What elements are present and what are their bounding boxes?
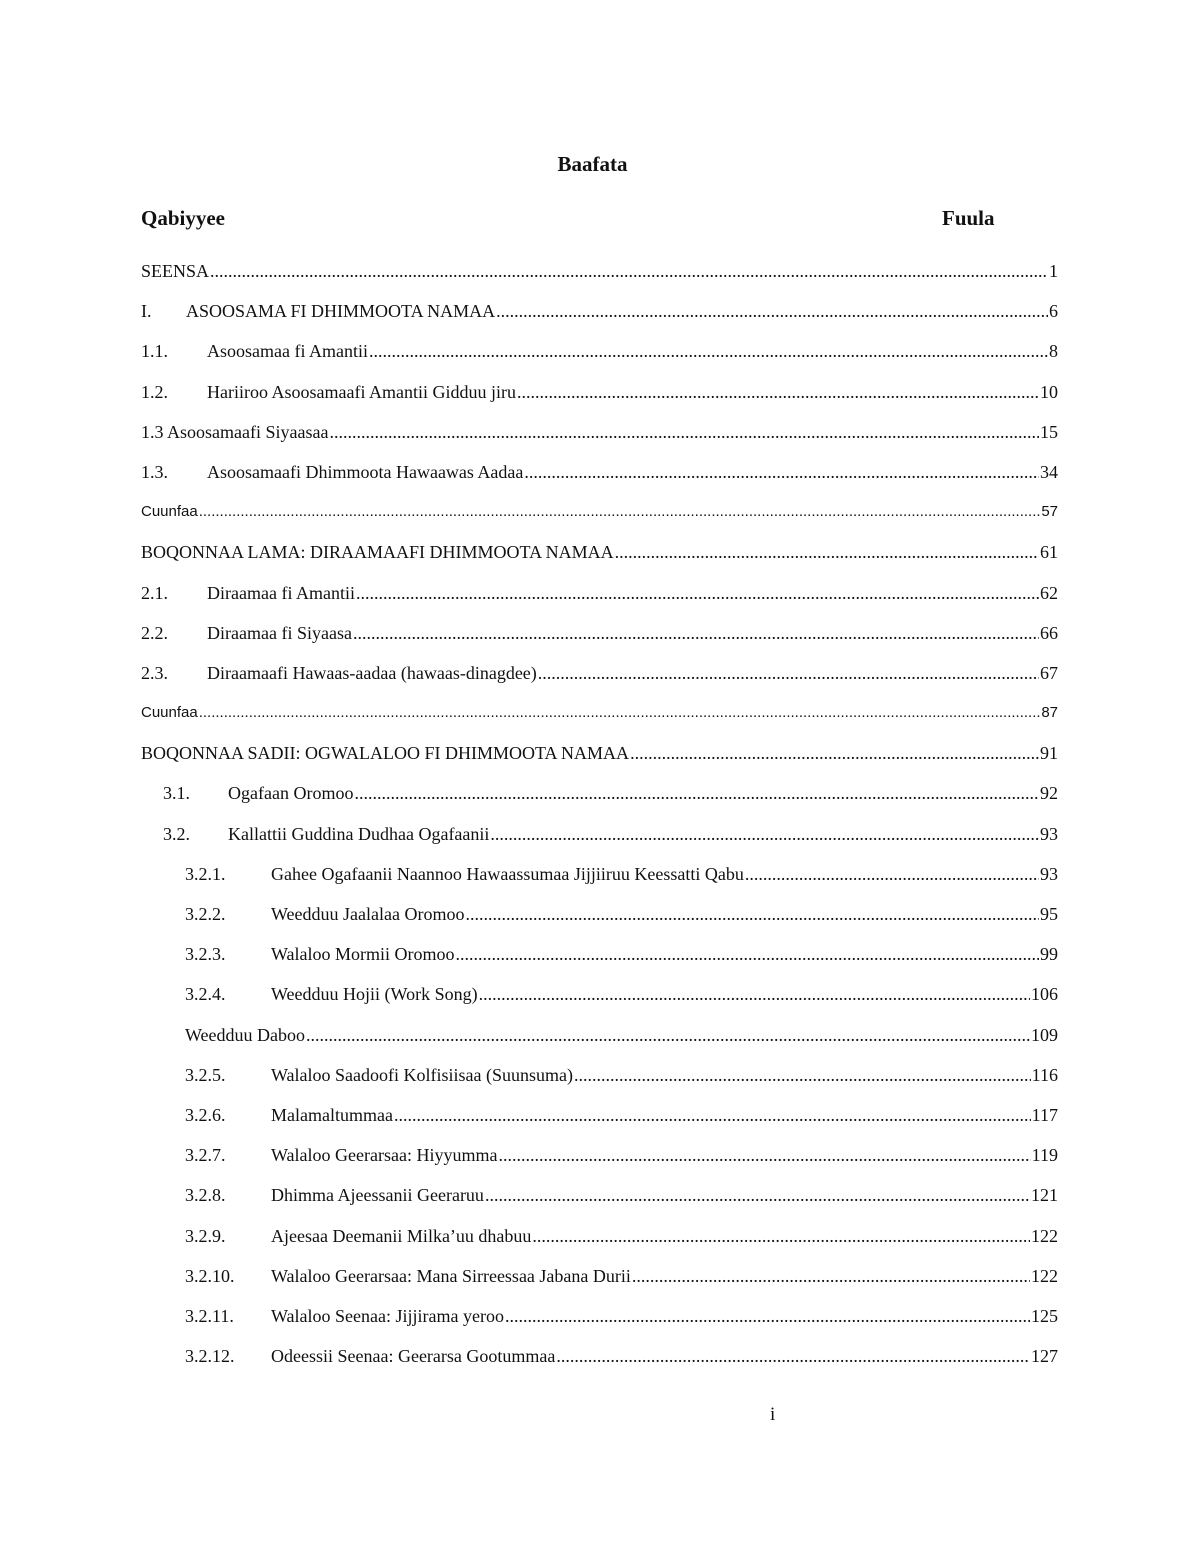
toc-entry[interactable] [141, 580, 1058, 620]
toc-entry-title: ASOOSAMA FI DHIMMOOTA NAMAA [186, 301, 496, 322]
toc-entry-number: 1.2. [141, 381, 168, 402]
toc-entry-title: Dhimma Ajeessanii Geeraruu [271, 1185, 484, 1206]
toc-entry-number: I. [141, 301, 152, 322]
toc-entry-number: 3.2.5. [185, 1064, 226, 1085]
toc-entry-page: 116 [1031, 1064, 1058, 1085]
dot-leader [353, 620, 1039, 646]
toc-entry-title: Walaloo Geerarsaa: Hiyyumma [271, 1145, 498, 1166]
dot-leader [556, 1343, 1030, 1369]
toc-entry-title: Odeessii Seenaa: Geerarsa Gootummaa [271, 1346, 556, 1367]
toc-entry-number: 3.2.11. [185, 1305, 234, 1326]
toc-entry-page: 93 [1040, 823, 1058, 844]
toc-entry[interactable] [141, 258, 1058, 298]
toc-entry-page: 119 [1031, 1145, 1058, 1166]
dot-leader [199, 499, 1041, 525]
toc-entry-title: Cuunfaa [141, 503, 198, 521]
toc-entry[interactable] [141, 459, 1058, 499]
dot-leader [329, 419, 1039, 445]
contents-column-header: Qabiyyee [141, 206, 225, 230]
dot-leader [615, 539, 1039, 565]
toc-entry-title: Diraamaa fi Siyaasa [207, 622, 352, 643]
toc-entry-title: BOQONNAA SADII: OGWALALOO FI DHIMMOOTA NAMAA [141, 743, 630, 764]
toc-entry-title: BOQONNAA LAMA: DIRAAMAAFI DHIMMOOTA NAMAA [141, 542, 614, 563]
toc-entry-page: 117 [1031, 1104, 1058, 1125]
toc-entry[interactable] [141, 700, 1058, 740]
toc-entry-page: 93 [1040, 863, 1058, 884]
toc-entry-page: 122 [1031, 1225, 1058, 1246]
dot-leader [496, 298, 1048, 324]
toc-entry-number: 3.2.8. [185, 1185, 226, 1206]
toc-entry-title: Weedduu Jaalalaa Oromoo [271, 904, 465, 924]
toc-entry-page: 10 [1040, 381, 1058, 402]
toc-entry-number: 2.2. [141, 622, 168, 643]
toc-entry[interactable] [141, 1223, 1058, 1263]
dot-leader [356, 580, 1039, 606]
toc-entry[interactable] [141, 379, 1058, 419]
toc-entry-number: 3.2.1. [185, 863, 226, 884]
toc-entry-page: 61 [1040, 542, 1058, 563]
toc-entry-page: 99 [1040, 944, 1058, 965]
table-of-contents [141, 258, 1058, 1383]
dot-leader [498, 1142, 1030, 1168]
toc-entry-number: 3.2.7. [185, 1145, 226, 1166]
toc-entry-page: 127 [1031, 1346, 1058, 1367]
toc-entry-number: 3.2. [163, 823, 190, 844]
toc-entry-page: 95 [1040, 904, 1058, 924]
toc-entry-title: Weedduu Daboo [185, 1024, 306, 1045]
dot-leader [524, 459, 1039, 485]
toc-entry-title: Diraamaafi Hawaas-aadaa (hawaas-dinagdee) [207, 662, 537, 683]
dot-leader [632, 1263, 1030, 1289]
toc-entry[interactable] [141, 298, 1058, 338]
toc-entry[interactable] [141, 1022, 1058, 1062]
dot-leader [210, 258, 1048, 284]
toc-entry-page: 87 [1041, 704, 1058, 722]
dot-leader [394, 1102, 1031, 1128]
toc-entry-number: 3.2.10. [185, 1265, 235, 1286]
toc-entry-number: 2.3. [141, 662, 168, 683]
toc-entry-title: Ajeesaa Deemanii Milka’uu dhabuu [271, 1225, 532, 1246]
dot-leader [490, 821, 1039, 847]
toc-entry-page: 122 [1031, 1265, 1058, 1286]
toc-entry-title: Walaloo Mormii Oromoo [271, 944, 455, 965]
dot-leader [306, 1022, 1030, 1048]
toc-entry-title: Asoosamaa fi Amantii [207, 341, 368, 362]
toc-entry-page: 62 [1040, 582, 1058, 603]
toc-entry-page: 15 [1040, 421, 1058, 442]
toc-entry-number: 3.2.12. [185, 1346, 235, 1367]
dot-leader [574, 1062, 1031, 1088]
toc-entry[interactable] [141, 740, 1058, 780]
toc-entry-number: 2.1. [141, 582, 168, 603]
toc-entry-title: Walaloo Saadoofi Kolfisiisaa (Suunsuma) [271, 1064, 573, 1085]
toc-entry[interactable] [141, 901, 1058, 941]
toc-entry[interactable] [141, 419, 1058, 459]
toc-entry-number: 3.2.4. [185, 984, 226, 1005]
toc-entry[interactable] [141, 1263, 1058, 1303]
toc-entry-title: Ogafaan Oromoo [228, 783, 354, 804]
toc-entry-page: 125 [1031, 1305, 1058, 1326]
toc-entry[interactable] [141, 821, 1058, 861]
toc-entry-page: 6 [1049, 301, 1058, 322]
toc-entry-number: 3.2.9. [185, 1225, 226, 1246]
toc-entry-page: 106 [1031, 984, 1058, 1005]
toc-entry[interactable] [141, 981, 1058, 1021]
dot-leader [630, 740, 1039, 766]
dot-leader [479, 981, 1030, 1007]
toc-entry[interactable] [141, 1303, 1058, 1343]
toc-entry-title: Weedduu Hojii (Work Song) [271, 984, 478, 1005]
toc-entry[interactable] [141, 338, 1058, 378]
toc-entry-page: 109 [1031, 1024, 1058, 1045]
dot-leader [517, 379, 1039, 405]
toc-entry-title: Diraamaa fi Amantii [207, 582, 355, 603]
toc-entry-title: Walaloo Seenaa: Jijjirama yeroo [271, 1305, 504, 1326]
toc-entry-number: 3.2.6. [185, 1104, 226, 1125]
toc-entry-page: 57 [1041, 503, 1058, 521]
toc-entry-title: Hariiroo Asoosamaafi Amantii Gidduu jiru [207, 381, 516, 402]
toc-entry-page: 8 [1049, 341, 1058, 362]
toc-entry[interactable] [141, 499, 1058, 539]
toc-entry[interactable] [141, 1343, 1058, 1383]
dot-leader [745, 861, 1039, 887]
toc-entry[interactable] [141, 1102, 1058, 1142]
toc-entry-title: Gahee Ogafaanii Naannoo Hawaassumaa Jijjiiruu Keessatti Qabu [271, 863, 744, 884]
dot-leader [532, 1223, 1030, 1249]
dot-leader [505, 1303, 1030, 1329]
toc-entry-title: Kallattii Guddina Dudhaa Ogafaanii [228, 823, 490, 844]
toc-entry-number: 3.1. [163, 783, 190, 804]
dot-leader [465, 901, 1039, 927]
toc-entry[interactable] [141, 539, 1058, 579]
toc-entry-page: 67 [1040, 662, 1058, 683]
dot-leader [456, 941, 1039, 967]
dot-leader [485, 1182, 1030, 1208]
toc-entry[interactable] [141, 780, 1058, 820]
toc-entry-title: Walaloo Geerarsaa: Mana Sirreessaa Jabana Durii [271, 1265, 631, 1286]
toc-entry[interactable] [141, 941, 1058, 981]
toc-entry[interactable] [141, 1062, 1058, 1102]
page-column-header: Fuula [942, 206, 995, 230]
toc-entry-page: 34 [1040, 461, 1058, 482]
toc-entry-number: 3.2.2. [185, 904, 226, 924]
toc-entry-number: 1.3. [141, 461, 168, 482]
toc-entry[interactable] [141, 861, 1058, 901]
toc-entry-title: Cuunfaa [141, 704, 198, 722]
page-number: i [770, 1404, 776, 1425]
toc-entry-page: 92 [1040, 783, 1058, 804]
toc-entry[interactable] [141, 1182, 1058, 1222]
toc-entry-title: Malamaltummaa [271, 1104, 393, 1125]
toc-entry-title: 1.3 Asoosamaafi Siyaasaa [141, 421, 329, 442]
toc-entry[interactable] [141, 660, 1058, 700]
toc-entry-number: 1.1. [141, 341, 168, 362]
toc-entry-page: 66 [1040, 622, 1058, 643]
toc-entry[interactable] [141, 620, 1058, 660]
toc-entry-page: 91 [1040, 743, 1058, 764]
dot-leader [369, 338, 1048, 364]
dot-leader [538, 660, 1039, 686]
toc-entry-number: 3.2.3. [185, 944, 226, 965]
page-title: Baafata [557, 152, 628, 176]
toc-entry-page: 1 [1049, 261, 1058, 281]
toc-entry-page: 121 [1031, 1185, 1058, 1206]
dot-leader [354, 780, 1039, 806]
toc-entry[interactable] [141, 1142, 1058, 1182]
toc-entry-title: SEENSA [141, 261, 210, 281]
dot-leader [199, 700, 1041, 726]
toc-entry-title: Asoosamaafi Dhimmoota Hawaawas Aadaa [207, 461, 524, 482]
